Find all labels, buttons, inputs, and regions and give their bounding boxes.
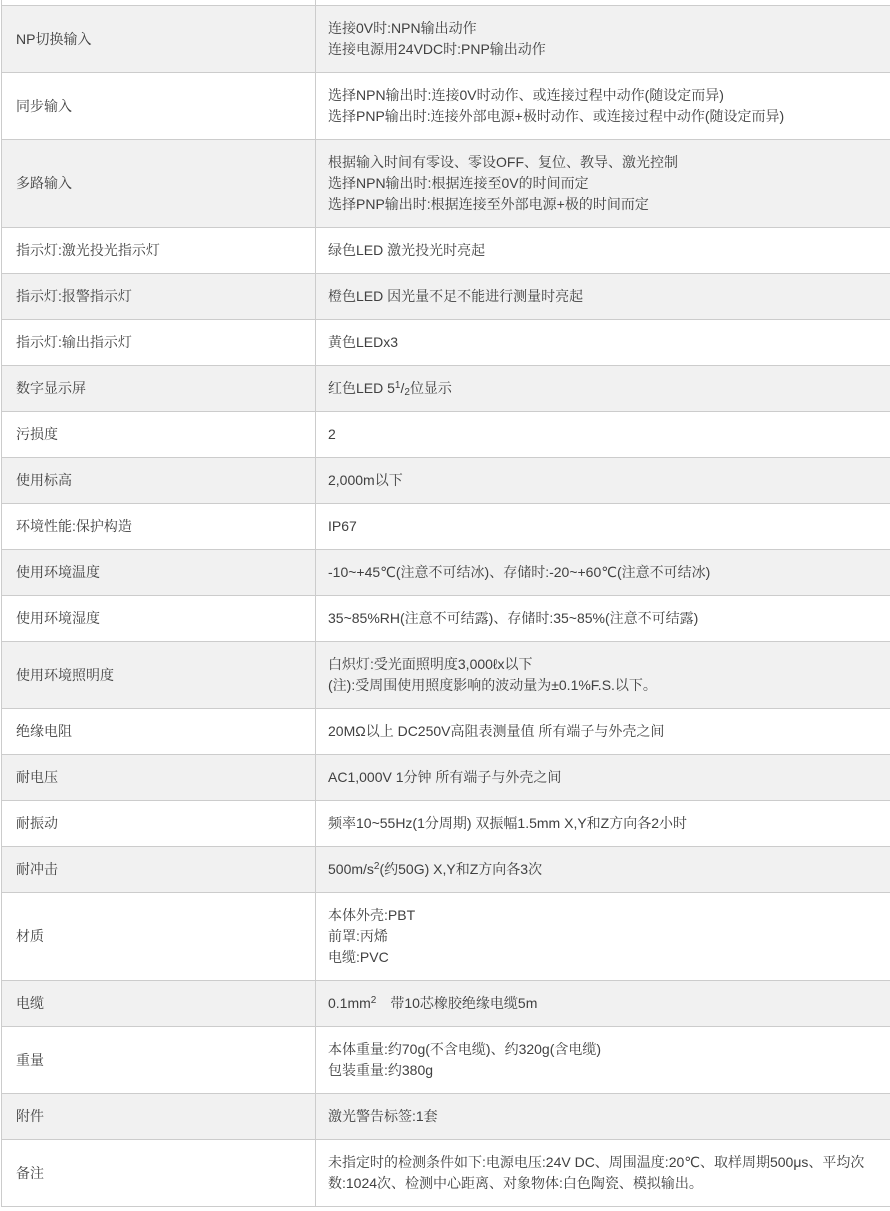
spec-value-text: 本体外壳:PBT 前罩:丙烯 电缆:PVC	[328, 907, 416, 965]
spec-label-cell	[2, 596, 316, 641]
spec-label-text: 绝缘电阻	[16, 723, 72, 739]
spec-value-cell	[316, 801, 890, 846]
spec-value-text: IP67	[328, 518, 357, 534]
spec-value-text: 35~85%RH(注意不可结露)、存储时:35~85%(注意不可结露)	[328, 610, 699, 626]
table-row	[2, 550, 890, 596]
spec-label-cell	[2, 504, 316, 549]
spec-value-text: 未指定时的检测条件如下:电源电压:24V DC、周围温度:20℃、取样周期500μs、平均次数:1024次、检测中心距离、对象物体:白色陶瓷、模拟输出。	[328, 1154, 865, 1191]
spec-label-cell	[2, 228, 316, 273]
spec-label-text: 使用环境温度	[16, 564, 100, 580]
spec-label-text: 同步输入	[16, 97, 72, 114]
spec-label-text: 备注	[16, 1164, 44, 1181]
table-row	[2, 504, 890, 550]
spec-value-cell	[316, 596, 890, 641]
spec-value-text: 频率10~55Hz(1分周期) 双振幅1.5mm X,Y和Z方向各2小时	[328, 815, 688, 831]
spec-label-text: 数字显示屏	[16, 380, 86, 396]
table-row	[2, 981, 890, 1027]
spec-label-text: 多路输入	[16, 175, 72, 191]
spec-value-text: 本体重量:约70g(不含电缆)、约320g(含电缆) 包装重量:约380g	[328, 1041, 602, 1078]
spec-value-cell	[316, 893, 890, 980]
spec-value-text: $0.1mm^2$ 带10芯橡胶绝缘电缆5m	[328, 995, 538, 1011]
table-row	[2, 709, 890, 755]
spec-label-cell	[2, 0, 316, 5]
table-row	[2, 320, 890, 366]
spec-value-cell	[316, 0, 890, 5]
table-row	[2, 140, 890, 228]
spec-label-cell	[2, 320, 316, 365]
spec-value-text: AC1,000V 1分钟 所有端子与外壳之间	[328, 769, 562, 785]
spec-label-cell	[2, 847, 316, 892]
spec-value-cell	[316, 6, 890, 72]
spec-value-text: 2,000m以下	[328, 472, 403, 488]
table-row	[2, 6, 890, 73]
spec-label-cell	[2, 274, 316, 319]
spec-value-cell	[316, 140, 890, 227]
spec-value-text: 选择NPN输出时:连接0V时动作、或连接过程中动作(随设定而异) 选择PNP输出时:连接外部电源+极时动作、或连接过程中动作(随设定而异)	[328, 87, 785, 124]
spec-value-cell	[316, 755, 890, 800]
table-row	[2, 596, 890, 642]
spec-label-text: 耐冲击	[16, 861, 58, 877]
spec-value-text: 黄色LEDx3	[328, 334, 399, 350]
spec-value-cell	[316, 412, 890, 457]
spec-value-cell	[316, 228, 890, 273]
spec-value-cell	[316, 709, 890, 754]
spec-label-cell	[2, 366, 316, 411]
table-row	[2, 412, 890, 458]
spec-table	[1, 0, 890, 1207]
spec-label-cell	[2, 140, 316, 227]
spec-label-text: 环境性能:保护构造	[16, 518, 132, 534]
table-row	[2, 642, 890, 709]
spec-value-cell	[316, 1094, 890, 1139]
spec-label-cell	[2, 1140, 316, 1206]
spec-value-cell	[316, 1027, 890, 1093]
spec-value-text: 绿色LED 激光投光时亮起	[328, 242, 486, 258]
spec-value-cell	[316, 1140, 890, 1206]
table-row	[2, 274, 890, 320]
spec-value-cell	[316, 73, 890, 139]
spec-label-text: 指示灯:激光投光指示灯	[16, 242, 160, 258]
spec-label-text: 耐电压	[16, 769, 58, 785]
spec-label-cell	[2, 801, 316, 846]
spec-label-cell	[2, 458, 316, 503]
spec-value-cell	[316, 504, 890, 549]
spec-value-cell	[316, 366, 890, 411]
spec-value-text: $500m/s^2$(约50G) X,Y和Z方向各3次	[328, 861, 543, 877]
spec-label-text: 使用标高	[16, 472, 72, 488]
table-row	[2, 801, 890, 847]
spec-label-cell	[2, 73, 316, 139]
table-row	[2, 847, 890, 893]
spec-label-text: 材质	[16, 928, 44, 944]
table-row	[2, 458, 890, 504]
spec-label-cell	[2, 412, 316, 457]
spec-label-cell	[2, 642, 316, 708]
spec-value-text: 连接0V时:NPN输出动作 连接电源用24VDC时:PNP输出动作	[328, 20, 546, 57]
table-row	[2, 366, 890, 412]
spec-label-text: 指示灯:输出指示灯	[16, 334, 132, 350]
spec-label-text: 电缆	[16, 995, 44, 1011]
table-row	[2, 1094, 890, 1140]
spec-label-cell	[2, 1094, 316, 1139]
table-row	[2, 73, 890, 140]
spec-label-text: 附件	[16, 1108, 44, 1124]
spec-label-cell	[2, 981, 316, 1026]
spec-value-cell	[316, 847, 890, 892]
spec-value-text: 20MΩ以上 DC250V高阻表测量值 所有端子与外壳之间	[328, 723, 665, 739]
spec-label-text: 使用环境照明度	[16, 666, 114, 683]
spec-value-cell	[316, 320, 890, 365]
spec-label-cell	[2, 550, 316, 595]
spec-value-text: 根据输入时间有零设、零设OFF、复位、教导、激光控制 选择NPN输出时:根据连接至0V的时间而定 选择PNP输出时:根据连接至外部电源+极的时间而定	[328, 154, 678, 212]
table-row	[2, 893, 890, 981]
spec-value-text: 白炽灯:受光面照明度3,000ℓx以下 (注):受周围使用照度影响的波动量为±0.1%F.S.以下。	[328, 656, 657, 693]
table-row	[2, 755, 890, 801]
spec-value-text: 红色LED $5^1/_2$位显示	[328, 380, 452, 398]
spec-label-cell	[2, 893, 316, 980]
spec-label-cell	[2, 1027, 316, 1093]
spec-value-text: -10~+45℃(注意不可结冰)、存储时:-20~+60℃(注意不可结冰)	[328, 564, 711, 580]
spec-label-cell	[2, 709, 316, 754]
spec-value-cell	[316, 642, 890, 708]
spec-value-cell	[316, 550, 890, 595]
table-row	[2, 1027, 890, 1094]
spec-value-cell	[316, 458, 890, 503]
spec-label-cell	[2, 6, 316, 72]
spec-label-text: 耐振动	[16, 815, 58, 831]
spec-label-text: 重量	[16, 1051, 44, 1068]
spec-label-text: 污损度	[16, 426, 58, 442]
spec-value-text: 2	[328, 426, 336, 442]
spec-label-text: 使用环境湿度	[16, 610, 100, 626]
table-row	[2, 228, 890, 274]
spec-value-text: 橙色LED 因光量不足不能进行测量时亮起	[328, 288, 584, 304]
spec-label-text: NP切换输入	[16, 30, 92, 47]
table-row	[2, 1140, 890, 1207]
spec-label-cell	[2, 755, 316, 800]
spec-value-cell	[316, 981, 890, 1026]
spec-value-text: 激光警告标签:1套	[328, 1108, 438, 1124]
spec-value-cell	[316, 274, 890, 319]
spec-label-text: 指示灯:报警指示灯	[16, 288, 132, 304]
